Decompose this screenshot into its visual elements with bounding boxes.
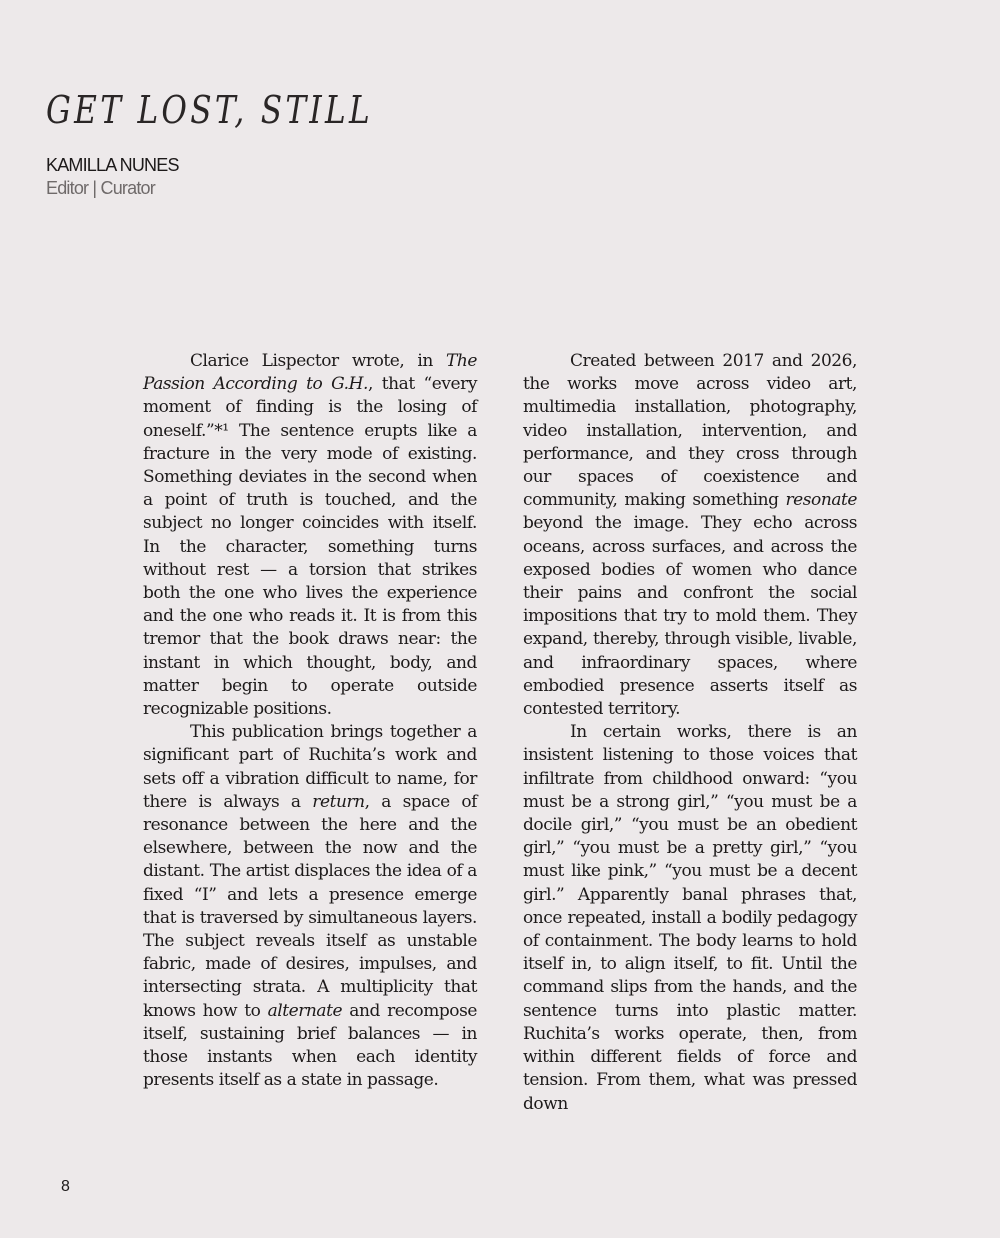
page-number: 8: [61, 1178, 70, 1195]
paragraph-text: Created between 2017 and 2026, the works move across video art, multimedia installation, photography, video installation, intervention, and performance, and they cross through our spaces of coexistence and community, making something: [523, 351, 857, 511]
right-text-column: [523, 350, 857, 1116]
paragraph-text: In certain works, there is an insistent listening to those voices that infiltrate from childhood onward: “you must be a strong girl,” “you must be a docile girl,” “you must be an obedient girl,” “you must be a pretty girl,” “you must like pink,” “you must be a decent girl.” Apparently banal phrases that, once repeated, install a bodily pedagogy of containment. The body learns to hold itself in, to align itself, to fit. Until the command slips from the hands, and the sentence turns into plastic matter. Ruchita’s works operate, then, from within different fields of force and tension. From them, what was pressed down: [523, 722, 857, 1114]
book-title: The Passion According to G.H.: [143, 351, 477, 395]
author-name: KAMILLA NUNES: [46, 155, 179, 175]
paragraph-text: , that “every moment of finding is the losing of oneself.”*¹ The sentence erupts like a fracture in the very mode of existing. Something deviates in the second when a point of truth is touched, and the subject no longer coincides with itself. In the character, something turns without rest — a torsion that strikes both the one who lives the experience and the one who reads it. It is from this tremor that the book draws near: the instant in which thought, body, and matter begin to operate outside recognizable positions.: [143, 374, 477, 720]
left-text-column: [143, 350, 477, 1093]
article-title: GET LOST, STILL: [46, 88, 373, 132]
emphasis-text: resonate: [785, 490, 857, 511]
paragraph: [523, 721, 857, 1115]
paragraph-text: beyond the image. They echo across oceans, across surfaces, and across the exposed bodies of women who dance their pains and confront the social impositions that try to mold them. They expand, thereby, through visible, livable, and infraordinary spaces, where embodied presence asserts itself as contested territory.: [523, 513, 857, 720]
paragraph-text: This publication brings together a significant part of Ruchita’s work and sets off a vibration difficult to name, for there is always a: [143, 722, 477, 812]
emphasis-text: return: [312, 791, 365, 812]
paragraph-text: Clarice Lispector wrote, in: [190, 351, 446, 371]
paragraph: [143, 721, 477, 1092]
paragraph: [523, 350, 857, 721]
paragraph-text: , a space of resonance between the here and the elsewhere, between the now and the distant. The artist displaces the idea of a fixed “I” and lets a presence emerge that is traversed by simultaneous layers. The subject reveals itself as unstable fabric, made of desires, impulses, and intersecting strata. A multiplicity that knows how to: [143, 791, 477, 1021]
paragraph: [143, 350, 477, 721]
emphasis-text: alternate: [267, 1000, 343, 1021]
paragraph-text: and recompose itself, sustaining brief balances — in those instants when each identity presents itself as a state in passage.: [143, 1000, 477, 1091]
author-role: Editor | Curator: [46, 178, 155, 198]
